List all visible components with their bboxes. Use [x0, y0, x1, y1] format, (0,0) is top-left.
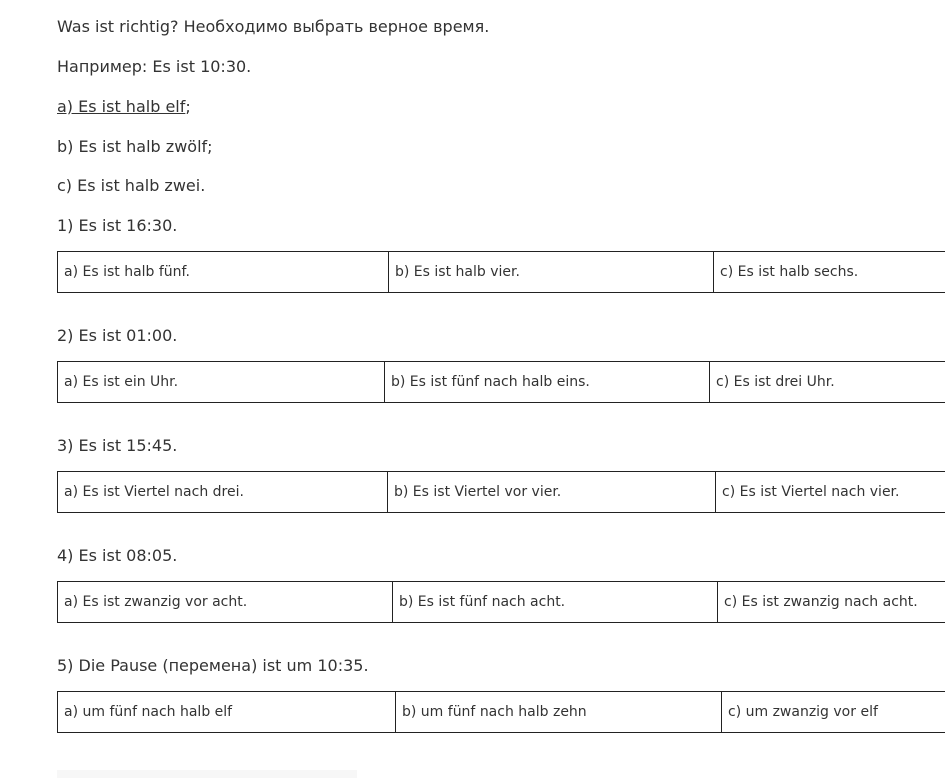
- question-4-options: [57, 581, 945, 623]
- example-option-a-suffix: ;: [185, 97, 191, 116]
- question-3-option-a[interactable]: a) Es ist Viertel nach drei.: [58, 472, 388, 513]
- question-4-option-c[interactable]: c) Es ist zwanzig nach acht.: [718, 582, 945, 623]
- example-text: Например: Es ist 10:30.: [57, 57, 252, 76]
- instruction-text: Was ist richtig? Необходимо выбрать верное время.: [57, 17, 490, 36]
- question-1-options: [57, 251, 945, 293]
- example-option-a-label: a) Es ist halb elf: [57, 97, 186, 116]
- table-row: [58, 692, 945, 733]
- question-1-prompt: 1) Es ist 16:30.: [57, 216, 178, 235]
- question-4-prompt: 4) Es ist 08:05.: [57, 546, 178, 565]
- question-5-option-b[interactable]: b) um fünf nach halb zehn: [396, 692, 722, 733]
- question-4-option-a[interactable]: a) Es ist zwanzig vor acht.: [58, 582, 393, 623]
- table-row: [58, 362, 945, 403]
- question-5-option-c[interactable]: c) um zwanzig vor elf: [722, 692, 945, 733]
- table-row: [58, 582, 945, 623]
- table-row: [58, 252, 945, 293]
- question-3-options: [57, 471, 945, 513]
- question-2-prompt: 2) Es ist 01:00.: [57, 326, 178, 345]
- question-1-option-b[interactable]: b) Es ist halb vier.: [389, 252, 714, 293]
- question-3-option-c[interactable]: c) Es ist Viertel nach vier.: [716, 472, 945, 513]
- question-3-prompt: 3) Es ist 15:45.: [57, 436, 178, 455]
- question-4-option-b[interactable]: b) Es ist fünf nach acht.: [393, 582, 718, 623]
- table-row: [58, 472, 945, 513]
- question-2-options: [57, 361, 945, 403]
- question-2-option-c[interactable]: c) Es ist drei Uhr.: [710, 362, 945, 403]
- question-1-option-a[interactable]: a) Es ist halb fünf.: [58, 252, 389, 293]
- question-1-option-c[interactable]: c) Es ist halb sechs.: [714, 252, 945, 293]
- example-option-b: b) Es ist halb zwölf;: [57, 137, 213, 156]
- question-5-prompt: 5) Die Pause (перемена) ist um 10:35.: [57, 656, 369, 675]
- question-5-options: [57, 691, 945, 733]
- question-3-option-b[interactable]: b) Es ist Viertel vor vier.: [388, 472, 716, 513]
- question-2-option-a[interactable]: a) Es ist ein Uhr.: [58, 362, 385, 403]
- example-option-c: c) Es ist halb zwei.: [57, 176, 206, 195]
- example-option-a: [57, 97, 191, 117]
- cutoff-text-fade: [57, 770, 357, 778]
- question-2-option-b[interactable]: b) Es ist fünf nach halb eins.: [385, 362, 710, 403]
- question-5-option-a[interactable]: a) um fünf nach halb elf: [58, 692, 396, 733]
